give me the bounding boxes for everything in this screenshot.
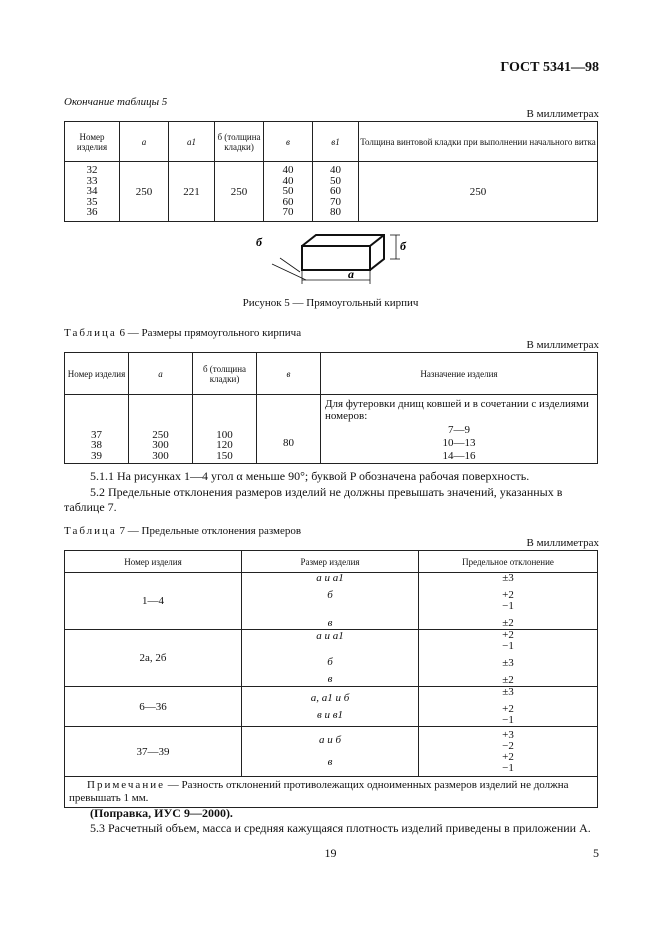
table6-cell: Для футеровки днищ ковшей и в сочетании с изделиями номеров: 7—9 10—13 14—16 [321, 395, 598, 464]
table5-cell: 40 50 60 70 80 [313, 162, 359, 222]
table6-cell: 37 38 39 [65, 395, 129, 464]
paragraph-5-2: 5.2 Предельные отклонения размеров изделий не должны превышать значений, указанных в [90, 485, 563, 499]
table6-cell: 80 [257, 395, 321, 464]
table7-deviations: ±3 +2 −1 [419, 687, 598, 727]
table7-deviations: ±3 +2 −1 ±2 [419, 573, 598, 630]
table5-caption: Окончание таблицы 5 [64, 96, 168, 108]
table5-unit: В миллиметрах [526, 108, 599, 120]
table5-header: б (толщина кладки) [215, 122, 264, 162]
table7-note: Примечание — Разность отклонений противолежащих одноименных размеров изделий не должна превышать 1 мм. [65, 777, 598, 808]
table5-cell: 250 [120, 162, 169, 222]
table7-sizes: а, а1 и б в и в1 [242, 687, 419, 727]
label-b-right: б [400, 239, 406, 253]
label-b-left: б [256, 235, 262, 249]
table7-caption: Таблица 7 — Предельные отклонения размеров [64, 525, 302, 537]
table7-sizes: а и а1 б в [242, 573, 419, 630]
paragraph-5-2-cont: таблице 7. [64, 500, 117, 514]
table6-header: б (толщина кладки) [193, 353, 257, 395]
table6-header: Назначение изделия [321, 353, 598, 395]
table7-deviations: +2 −1 ±3 ±2 [419, 630, 598, 687]
table5-header: а [120, 122, 169, 162]
figure5-caption: Рисунок 5 — Прямоугольный кирпич [242, 297, 419, 309]
table5-cell: 250 [359, 162, 598, 222]
table7-sizes: а и б в [242, 727, 419, 777]
table6-header: а [129, 353, 193, 395]
table5-header: Номер изделия [65, 122, 120, 162]
page-number-right: 5 [593, 846, 599, 860]
table7-header: Размер изделия [242, 551, 419, 573]
table7-row-number: 1—4 [65, 573, 242, 630]
table6-header: Номер изделия [65, 353, 129, 395]
correction-note: (Поправка, ИУС 9—2000). [90, 806, 233, 820]
table7-header: Предельное отклонение [419, 551, 598, 573]
table6 [64, 352, 598, 464]
table5 [64, 121, 598, 222]
table5-header: Толщина винтовой кладки при выполнении начального витка [359, 122, 598, 162]
table5-cell: 40 40 50 60 70 [264, 162, 313, 222]
table7-unit: В миллиметрах [526, 537, 599, 549]
table7-sizes: а и а1 б в [242, 630, 419, 687]
table5-header: в [264, 122, 313, 162]
table6-header: в [257, 353, 321, 395]
table6-caption: Таблица 6 — Размеры прямоугольного кирпича [64, 327, 302, 339]
document-title: ГОСТ 5341—98 [500, 60, 599, 75]
table7-row-number: 2а, 2б [65, 630, 242, 687]
table5-header: а1 [169, 122, 215, 162]
table5-cell: 32 33 34 35 36 [65, 162, 120, 222]
table7-row-number: 6—36 [65, 687, 242, 727]
table7-deviations: +3 −2 +2 −1 [419, 727, 598, 777]
table5-cell: 221 [169, 162, 215, 222]
brick-figure [250, 228, 420, 286]
table7-header: Номер изделия [65, 551, 242, 573]
table5-header: в1 [313, 122, 359, 162]
paragraph-5-1-1: 5.1.1 На рисунках 1—4 угол α меньше 90°; буквой P обозначена рабочая поверхность. [90, 469, 530, 483]
table6-cell: 100 120 150 [193, 395, 257, 464]
table7 [64, 550, 598, 808]
table6-unit: В миллиметрах [526, 339, 599, 351]
paragraph-5-3: 5.3 Расчетный объем, масса и средняя кажущаяся плотность изделий приведены в приложении А. [90, 821, 591, 835]
table6-cell: 250 300 300 [129, 395, 193, 464]
table5-cell: 250 [215, 162, 264, 222]
label-a: а [348, 267, 354, 281]
table7-row-number: 37—39 [65, 727, 242, 777]
page-number-center: 19 [324, 846, 337, 860]
